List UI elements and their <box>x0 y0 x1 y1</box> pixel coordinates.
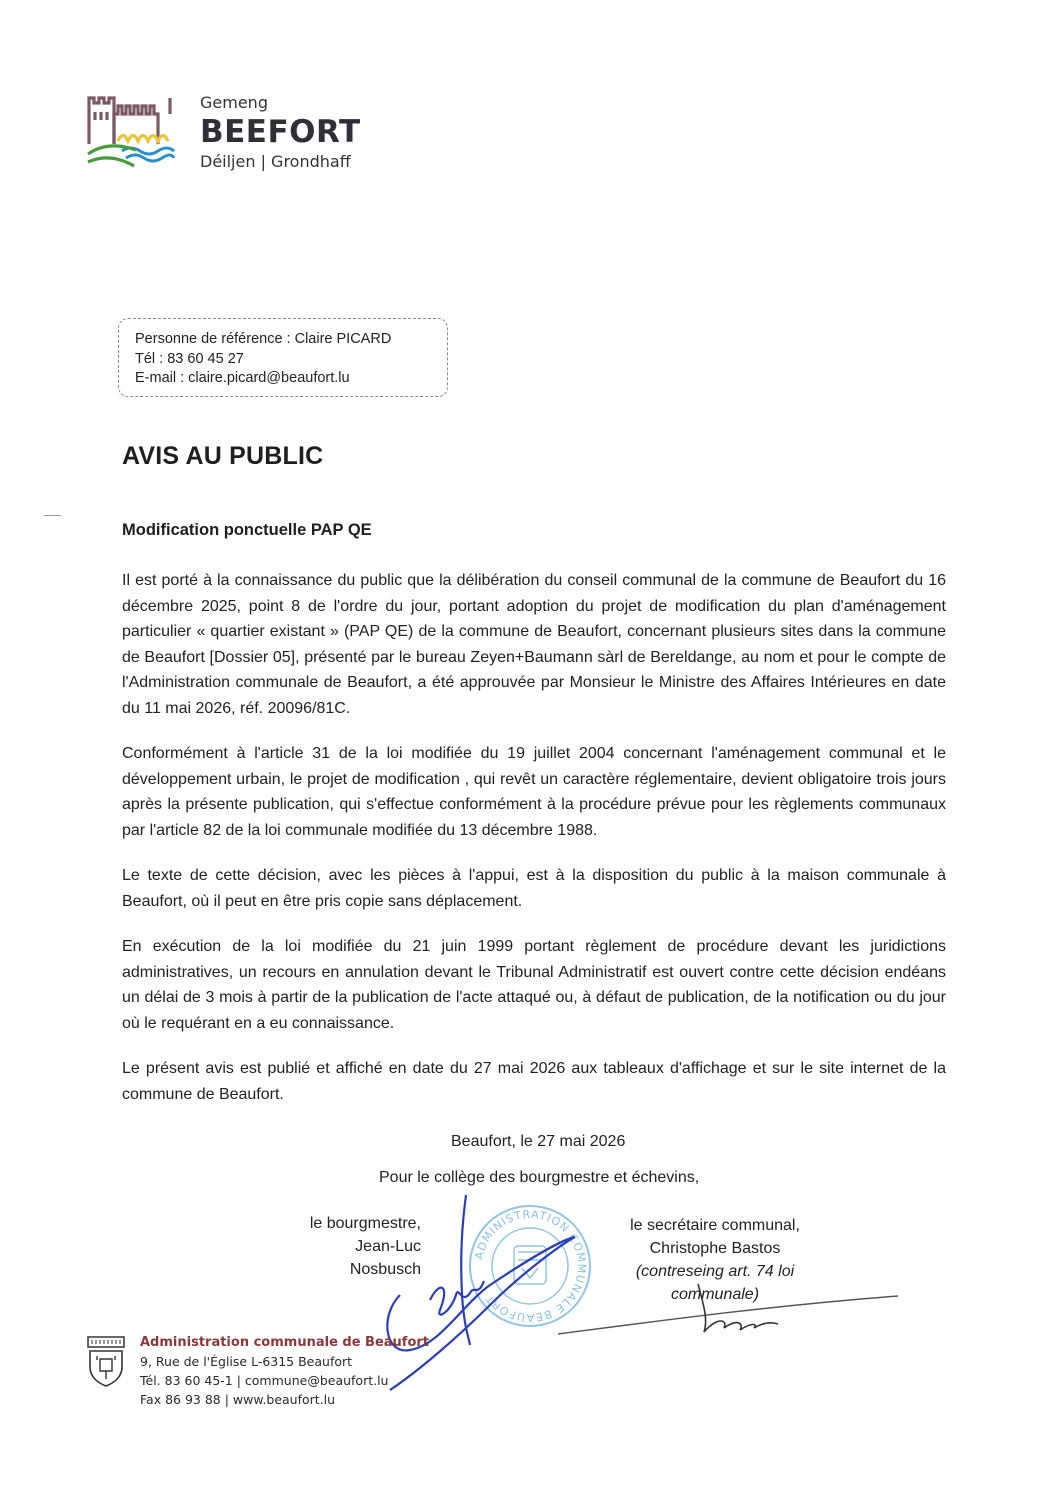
paragraph: Conformément à l'article 31 de la loi modifiée du 19 juillet 2004 concernant l'aménagement communal et le développement urbain, le projet de modification , qui revêt un caractère réglementaire, devient obligatoire trois jours après la présente publication, qui s'effectue conformément à la procédure prévue pour les règlements communaux par l'article 82 de la loi communale modifiée du 13 décembre 1988. <box>122 745 946 839</box>
footer-contact: Tél. 83 60 45-1 | commune@beaufort.lu <box>140 1373 389 1388</box>
paragraph: Il est porté à la connaissance du public que la délibération du conseil communal de la commune de Beaufort du 16 décembre 2025, point 8 de l'ordre du jour, portant adoption du projet de modification du plan d'aménagement particulier « quartier existant » (PAP QE) de la commune de Beaufort, concernant plusieurs sites dans la commune de Beaufort [Dossier 05], présenté par le bureau Zeyen+Baumann sàrl de Bereldange, au nom et pour le compte de l'Administration communale de Beaufort, a été approuvée par Monsieur le Ministre des Affaires Intérieures en date du 11 mai 2026, réf. 20096/81C. <box>122 572 946 717</box>
page-subtitle: Modification ponctuelle PAP QE <box>122 521 372 539</box>
page-title: AVIS AU PUBLIC <box>122 442 324 470</box>
secretary-role: le secrétaire communal, <box>630 1217 800 1234</box>
svg-text:ADMINISTRATION COMMUNALE BEAUF: ADMINISTRATION COMMUNALE BEAUFORT <box>472 1207 589 1325</box>
college-line: Pour le collège des bourgmestre et échevins, <box>379 1169 700 1186</box>
reference-email: E-mail : claire.picard@beaufort.lu <box>135 370 350 386</box>
mayor-name: Jean-Luc Nosbusch <box>349 1238 421 1278</box>
logo-name: BEEFORT <box>200 114 361 150</box>
paragraph: Le présent avis est publié et affiché en date du 27 mai 2026 aux tableaux d'affichage et sur le site internet de la commune de Beaufort. <box>122 1060 946 1103</box>
reference-person: Personne de référence : Claire PICARD <box>135 331 392 347</box>
footer-address-block <box>140 1333 429 1409</box>
secretary-handwritten-signature <box>548 1276 908 1346</box>
countersign-note: (contreseing art. 74 loi communale) <box>635 1263 795 1303</box>
mayor-role: le bourgmestre, <box>309 1215 421 1232</box>
reference-box <box>118 318 448 397</box>
date-line: Beaufort, le 27 mai 2026 <box>451 1133 626 1150</box>
paragraph: En exécution de la loi modifiée du 21 juin 1999 portant règlement de procédure devant les juridictions administratives, un recours en annulation devant le Tribunal Administratif est ouvert contre cette décision endéans un délai de 3 mois à partir de la publication de l'acte attaqué ou, à défaut de publication, de la notification ou du jour où le requérant en a eu connaissance. <box>122 938 946 1032</box>
fold-mark <box>44 515 61 516</box>
footer-fax: Fax 86 93 88 | www.beaufort.lu <box>140 1392 336 1407</box>
paragraph: Le texte de cette décision, avec les pièces à l'appui, est à la disposition du public à la maison communale à Beaufort, où il peut en être pris copie sans déplacement. <box>122 867 946 910</box>
logo-wordmark <box>200 93 361 173</box>
reference-tel: Tél : 83 60 45 27 <box>135 350 244 367</box>
castle-bridge-logo-icon <box>86 94 178 172</box>
footer-org: Administration communale de Beaufort <box>140 1335 430 1350</box>
secretary-name: Christophe Bastos <box>649 1240 781 1257</box>
castle-shield-icon <box>86 1335 126 1387</box>
notice-body <box>122 568 946 1127</box>
logo-small-text: Gemeng <box>200 93 268 112</box>
logo-subtitle: Déiljen | Grondhaff <box>200 152 351 171</box>
footer-address: 9, Rue de l'Église L-6315 Beaufort <box>140 1354 353 1369</box>
